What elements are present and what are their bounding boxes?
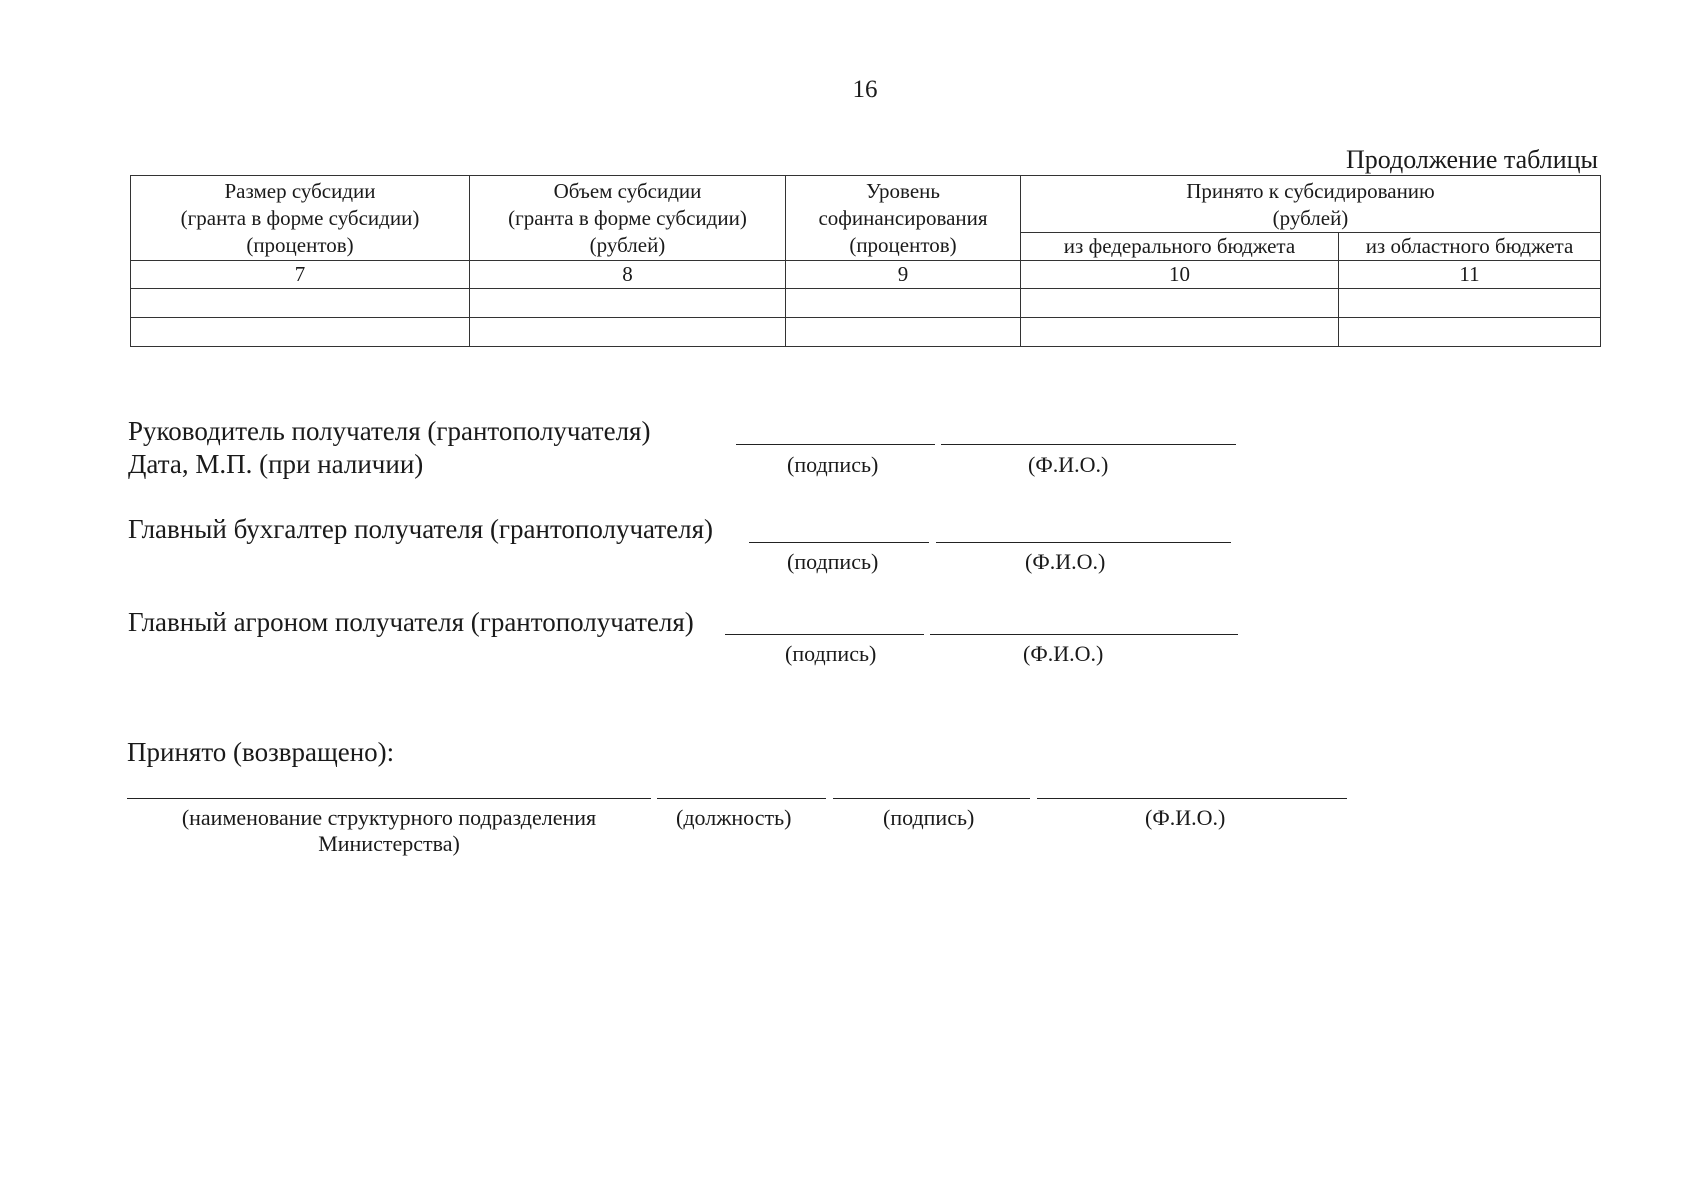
header-col9: Уровень софинансирования (процентов) xyxy=(786,176,1021,261)
accepted-signature-line xyxy=(833,798,1030,799)
header-col8: Объем субсидии (гранта в форме субсидии) (рублей) xyxy=(470,176,786,261)
position-caption: (должность) xyxy=(676,805,792,830)
agronomist-signature-line xyxy=(725,634,924,635)
table-cell xyxy=(1339,289,1601,318)
department-line xyxy=(127,798,651,799)
position-line xyxy=(657,798,826,799)
header-col11: из областного бюджета xyxy=(1339,233,1601,261)
head-signature-caption: (подпись) xyxy=(787,452,879,477)
column-number: 7 xyxy=(131,261,470,289)
accountant-signature-caption: (подпись) xyxy=(787,549,879,574)
table-cell xyxy=(786,318,1021,347)
column-number: 11 xyxy=(1339,261,1601,289)
column-number-row xyxy=(131,261,1601,289)
table-cell xyxy=(1021,318,1339,347)
department-caption: (наименование структурного подразделения Министерства) xyxy=(181,805,597,856)
column-number: 9 xyxy=(786,261,1021,289)
continuation-label: Продолжение таблицы xyxy=(1346,145,1598,174)
header-col7: Размер субсидии (гранта в форме субсидии) (процентов) xyxy=(131,176,470,261)
header-col10: из федерального бюджета xyxy=(1021,233,1339,261)
header-group-accepted: Принято к субсидированию (рублей) xyxy=(1021,176,1601,233)
head-signature-line xyxy=(736,444,935,445)
head-label: Руководитель получателя (грантополучателя) xyxy=(128,416,651,446)
accepted-label: Принято (возвращено): xyxy=(127,737,395,767)
table-cell xyxy=(1021,289,1339,318)
table-cell xyxy=(470,289,786,318)
agronomist-name-caption: (Ф.И.О.) xyxy=(1023,641,1104,666)
table-row xyxy=(131,318,1601,347)
accepted-signature-caption: (подпись) xyxy=(883,805,975,830)
table-cell xyxy=(131,289,470,318)
accountant-name-caption: (Ф.И.О.) xyxy=(1025,549,1106,574)
agronomist-label: Главный агроном получателя (грантополучателя) xyxy=(128,607,694,637)
page-number: 16 xyxy=(852,76,878,103)
subsidy-table xyxy=(130,175,1601,347)
column-number: 8 xyxy=(470,261,786,289)
agronomist-signature-caption: (подпись) xyxy=(785,641,877,666)
head-name-line xyxy=(941,444,1236,445)
accepted-name-line xyxy=(1037,798,1347,799)
head-name-caption: (Ф.И.О.) xyxy=(1028,452,1109,477)
table-row xyxy=(131,289,1601,318)
accountant-name-line xyxy=(936,542,1231,543)
agronomist-name-line xyxy=(930,634,1238,635)
table-cell xyxy=(786,289,1021,318)
accountant-signature-line xyxy=(749,542,929,543)
table-cell xyxy=(131,318,470,347)
column-number: 10 xyxy=(1021,261,1339,289)
date-label: Дата, М.П. (при наличии) xyxy=(128,449,424,479)
table-cell xyxy=(470,318,786,347)
accountant-label: Главный бухгалтер получателя (грантополучателя) xyxy=(128,514,713,544)
table-cell xyxy=(1339,318,1601,347)
table-header-row xyxy=(131,176,1601,233)
accepted-name-caption: (Ф.И.О.) xyxy=(1145,805,1226,830)
